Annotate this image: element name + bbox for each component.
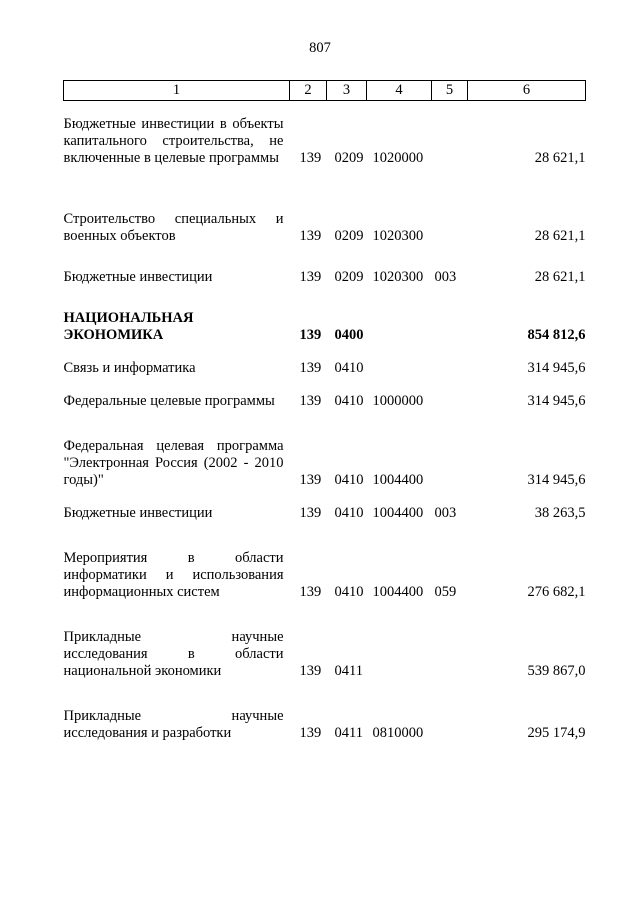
row-section-code: 0410 (334, 472, 364, 488)
row-target-code: 1004400 (372, 505, 424, 521)
row-rz-code: 139 (299, 228, 322, 244)
row-section-code: 0410 (334, 584, 364, 600)
row-name: Мероприятия в области информатики и использования информационных систем (63, 550, 284, 600)
row-target-code: 0810000 (372, 725, 424, 741)
row-section-code: 0209 (334, 150, 364, 166)
row-name: Бюджетные инвестиции в объекты капитального строительства, не включенные в целевые программы (63, 116, 284, 166)
row-name: Федеральные целевые программы (63, 393, 275, 409)
row-section-code: 0410 (334, 360, 364, 376)
row-spacer-cell (64, 344, 586, 360)
header-col-5: 5 (432, 81, 468, 101)
row-spacer-cell (64, 410, 586, 438)
header-col-6: 6 (468, 81, 586, 101)
table-row (64, 505, 586, 522)
row-amount: 314 945,6 (527, 472, 586, 488)
row-amount: 28 621,1 (534, 269, 586, 285)
row-spacer (64, 344, 586, 360)
row-spacer-cell (64, 680, 586, 708)
row-rz-code: 139 (299, 505, 322, 521)
row-amount: 314 945,6 (527, 360, 586, 376)
header-col-1: 1 (64, 81, 290, 101)
row-name: Связь и информатика (63, 360, 196, 376)
row-name: Федеральная целевая программа "Электронная Россия (2002 - 2010 годы)" (63, 438, 284, 488)
row-amount: 854 812,6 (527, 327, 586, 343)
row-expense-type: 003 (434, 505, 457, 521)
row-spacer (64, 680, 586, 708)
row-name: Прикладные научные исследования и разработки (63, 708, 284, 741)
row-spacer (64, 601, 586, 629)
row-amount: 295 174,9 (527, 725, 586, 741)
header-col-2: 2 (290, 81, 327, 101)
row-rz-code: 139 (299, 393, 322, 409)
row-expense-type: 059 (434, 584, 457, 600)
row-expense-type: 003 (434, 269, 457, 285)
row-target-code (367, 360, 432, 377)
row-spacer-cell (64, 101, 586, 117)
table-row (64, 393, 586, 410)
table-row (64, 708, 586, 742)
row-section-code: 0411 (334, 725, 363, 741)
table-row (64, 550, 586, 601)
row-expense-type (432, 629, 468, 680)
row-rz-code: 139 (299, 327, 322, 343)
table-row (64, 116, 586, 167)
table-row (64, 629, 586, 680)
row-spacer-cell (64, 245, 586, 269)
header-col-4: 4 (367, 81, 432, 101)
row-spacer-cell (64, 522, 586, 550)
row-spacer (64, 101, 586, 117)
row-rz-code: 139 (299, 725, 322, 741)
row-rz-code: 139 (299, 584, 322, 600)
table-row (64, 211, 586, 245)
row-expense-type (432, 310, 468, 344)
row-expense-type (432, 393, 468, 410)
row-spacer-cell (64, 286, 586, 310)
row-spacer (64, 245, 586, 269)
row-rz-code: 139 (299, 472, 322, 488)
table-header (64, 81, 586, 101)
row-target-code: 1020000 (372, 150, 424, 166)
row-target-code: 1004400 (372, 584, 424, 600)
row-name: Прикладные научные исследования в области национальной экономики (63, 629, 284, 679)
row-section-code: 0209 (334, 269, 364, 285)
row-spacer-cell (64, 489, 586, 505)
row-expense-type (432, 360, 468, 377)
row-name: Бюджетные инвестиции (63, 269, 213, 285)
table-body (64, 101, 586, 743)
row-spacer (64, 522, 586, 550)
row-rz-code: 139 (299, 663, 322, 679)
row-spacer (64, 377, 586, 393)
row-expense-type (432, 708, 468, 742)
header-row (64, 81, 586, 101)
row-section-code: 0209 (334, 228, 364, 244)
row-spacer (64, 286, 586, 310)
table-row (64, 438, 586, 489)
row-spacer (64, 489, 586, 505)
row-expense-type (432, 211, 468, 245)
row-rz-code: 139 (299, 360, 322, 376)
row-spacer-cell (64, 167, 586, 211)
row-section-code: 0411 (334, 663, 363, 679)
header-col-3: 3 (327, 81, 367, 101)
row-rz-code: 139 (299, 150, 322, 166)
row-section-code: 0410 (334, 393, 364, 409)
row-target-code: 1020300 (372, 269, 424, 285)
row-expense-type (432, 438, 468, 489)
row-amount: 276 682,1 (527, 584, 586, 600)
row-target-code: 1020300 (372, 228, 424, 244)
row-expense-type (432, 116, 468, 167)
row-name: НАЦИОНАЛЬНАЯ ЭКОНОМИКА (63, 310, 194, 343)
row-target-code (367, 629, 432, 680)
row-section-code: 0400 (334, 327, 364, 343)
row-amount: 539 867,0 (527, 663, 586, 679)
row-spacer-cell (64, 601, 586, 629)
row-name: Бюджетные инвестиции (63, 505, 213, 521)
row-spacer (64, 410, 586, 438)
row-amount: 314 945,6 (527, 393, 586, 409)
row-target-code: 1004400 (372, 472, 424, 488)
row-spacer-cell (64, 377, 586, 393)
row-section-code: 0410 (334, 505, 364, 521)
row-amount: 38 263,5 (534, 505, 586, 521)
row-amount: 28 621,1 (534, 150, 586, 166)
page-number: 807 (309, 40, 331, 56)
table-row (64, 310, 586, 344)
budget-table (63, 80, 586, 742)
row-target-code: 1000000 (372, 393, 424, 409)
row-name: Строительство специальных и военных объектов (63, 211, 284, 244)
row-target-code (367, 310, 432, 344)
row-spacer (64, 167, 586, 211)
row-rz-code: 139 (299, 269, 322, 285)
table-row (64, 360, 586, 377)
row-amount: 28 621,1 (534, 228, 586, 244)
table-row (64, 269, 586, 286)
